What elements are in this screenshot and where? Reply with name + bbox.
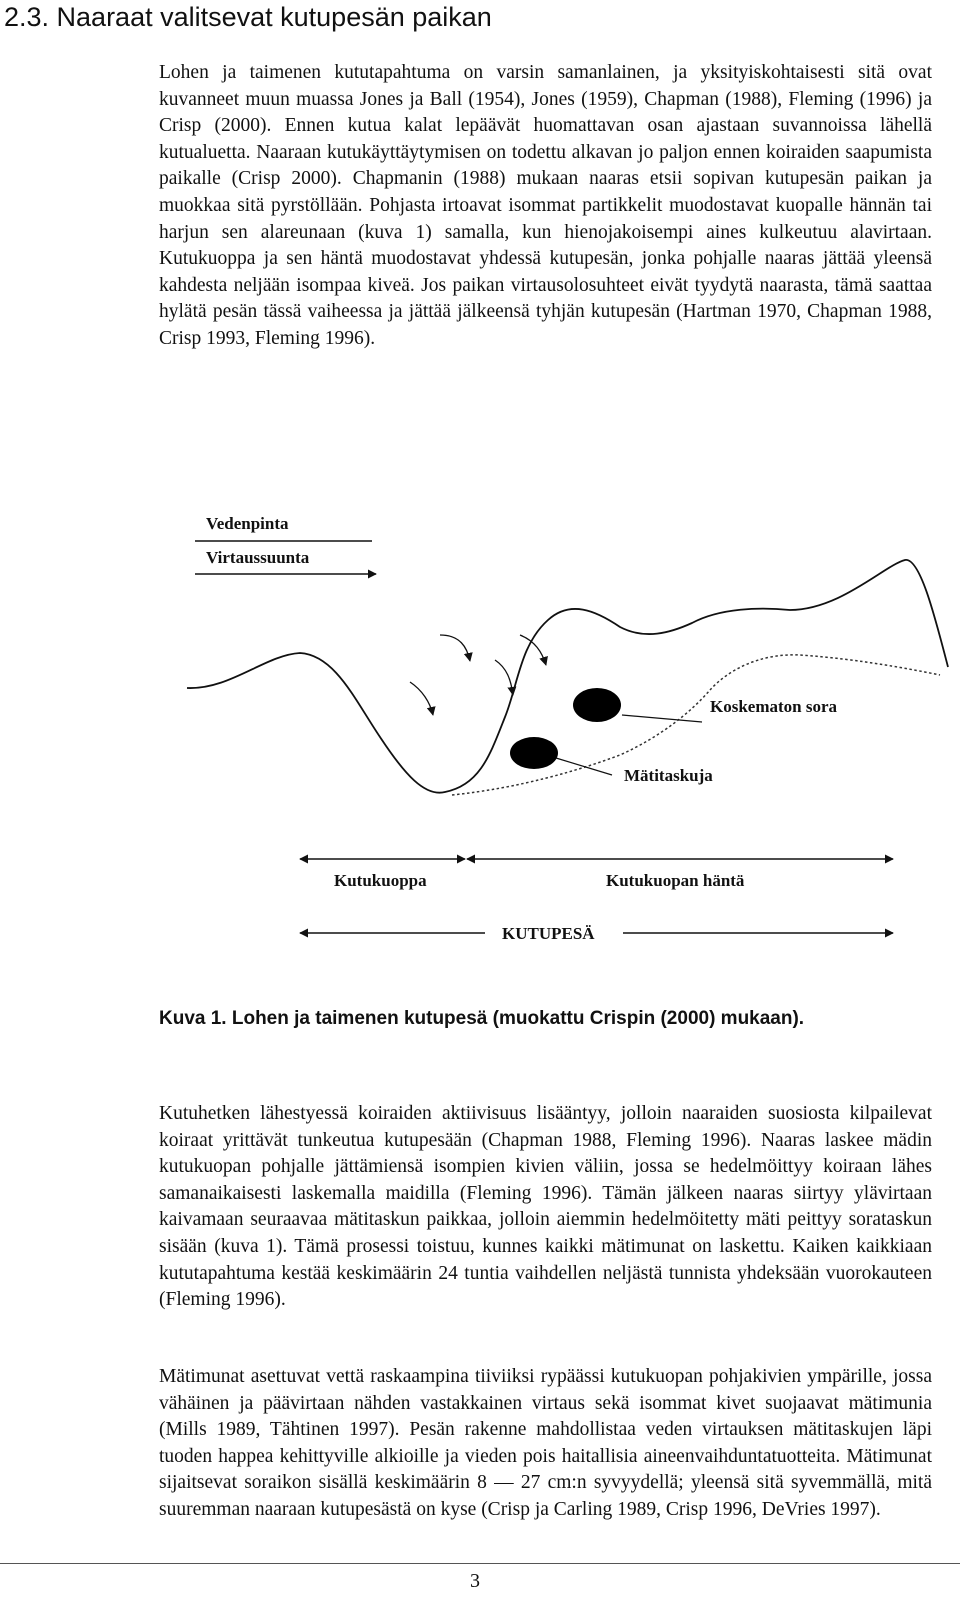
- page-number: 3: [470, 1570, 480, 1592]
- footer-rule: [0, 1563, 960, 1564]
- stream-bed-line: [187, 560, 948, 793]
- redd-diagram: [0, 505, 960, 975]
- flow-arrow-2: [440, 635, 470, 661]
- water-surface-label: Vedenpinta: [206, 514, 289, 533]
- flow-arrow-1: [410, 682, 433, 715]
- paragraph-spawning-intro: Lohen ja taimenen kututapahtuma on varsin samanlainen, ja yksityiskohtaisesti sitä ovat kuvanneet muun muassa Jones ja Ball (1954), Jones (1959), Chapman (1988), Fleming (1996) ja Crisp (2000). Ennen kutua kalat lepäävät huomattavan osan ajastaan suvannoissa lähellä kutualuetta. Naaraan kutukäyttäytymisen on todettu alkavan jo paljon ennen koiraiden saapumista paikalle (Crisp 2000). Chapmanin (1988) mukaan naaras etsii sopivan kutupesän paikan ja muokkaa sitä pyrstöllään. Pohjasta irtoavat isommat partikkelit muodostavat kuopalle hännän tai harjun sen alareunaan (kuva 1) samalla, kun hienojakoisempi aines kulkeutuu alavirtaan. Kutukuoppa ja sen häntä muodostavat yhdessä kutupesän, jonka pohjalle naaras jättää yleensä kahdesta neljään isompaa kiveä. Jos paikan virtausolosuhteet eivät tyydytä naarasta, tämä saattaa hylätä pesän tässä vaiheessa ja jättää jälkeensä tyhjän kutupesän (Hartman 1970, Chapman 1988, Crisp 1993, Fleming 1996).: [159, 62, 932, 349]
- paragraph-spawning-act: Kutuhetken lähestyessä koiraiden aktiivisuus lisääntyy, jolloin naaraiden suosiosta kilpailevat koiraat yrittävät tunkeutua kutupesään (Chapman 1988, Fleming 1996). Naaras laskee mädin kutukuopan pohjalle jättämiensä isompien kivien väliin, jossa se hedelmöittyy koiraan lähes samanaikaisesti laskemalla maidilla (Fleming 1996). Tämän jälkeen naaras siirtyy ylävirtaan kaivamaan seuraavaa mätitaskun paikkaa, jolloin aiemmin hedelmöitetty mäti peittyy sorataskun sisään (kuva 1). Tämä prosessi toistuu, kunnes kaikki mätimunat on laskettu. Kaiken kaikkiaan kututapahtuma kestää keskimäärin 24 tuntia vaihdellen neljästä tunnista yhdeksään vuorokauteen (Fleming 1996).: [159, 1103, 932, 1311]
- egg-pockets-label: Mätitaskuja: [624, 766, 713, 785]
- flow-arrow-3: [495, 660, 513, 695]
- paragraph-egg-placement: Mätimunat asettuvat vettä raskaampina tiiviiksi rypäässi kutukuopan pohjakivien ympärille, jossa vähäinen ja päävirtaan nähden vastakkainen virtaus sekä isommat kivet suojaavat mätimunia (Mills 1989, Tähtinen 1997). Pesän rakenne mahdollistaa veden virtauksen mätitaskujen läpi tuoden happea kehittyville alkioille ja vieden pois haitallisia aineenvaihduntatuotteita. Mätimunat sijaitsevat soraikon sisällä keskimäärin 8 — 27 cm:n syvyydellä; yleensä sitä syvemmällä, mitä suuremman naaraan kutupesästä on kyse (Crisp ja Carling 1989, Crisp 1996, DeVries 1997).: [159, 1366, 932, 1520]
- tail-label: Kutukuopan häntä: [606, 871, 745, 890]
- pit-label: Kutukuoppa: [334, 871, 427, 890]
- redd-label: KUTUPESÄ: [502, 924, 595, 943]
- section-heading: 2.3. Naaraat valitsevat kutupesän paikan: [4, 2, 492, 32]
- egg-pocket-lower: [510, 737, 558, 769]
- gravel-label-leader: [622, 715, 702, 722]
- undisturbed-gravel-label: Koskematon sora: [710, 697, 838, 716]
- flow-direction-label: Virtaussuunta: [206, 548, 310, 567]
- egg-pocket-upper: [573, 688, 621, 722]
- figure-caption: Kuva 1. Lohen ja taimenen kutupesä (muokattu Crispin (2000) mukaan).: [159, 1008, 805, 1029]
